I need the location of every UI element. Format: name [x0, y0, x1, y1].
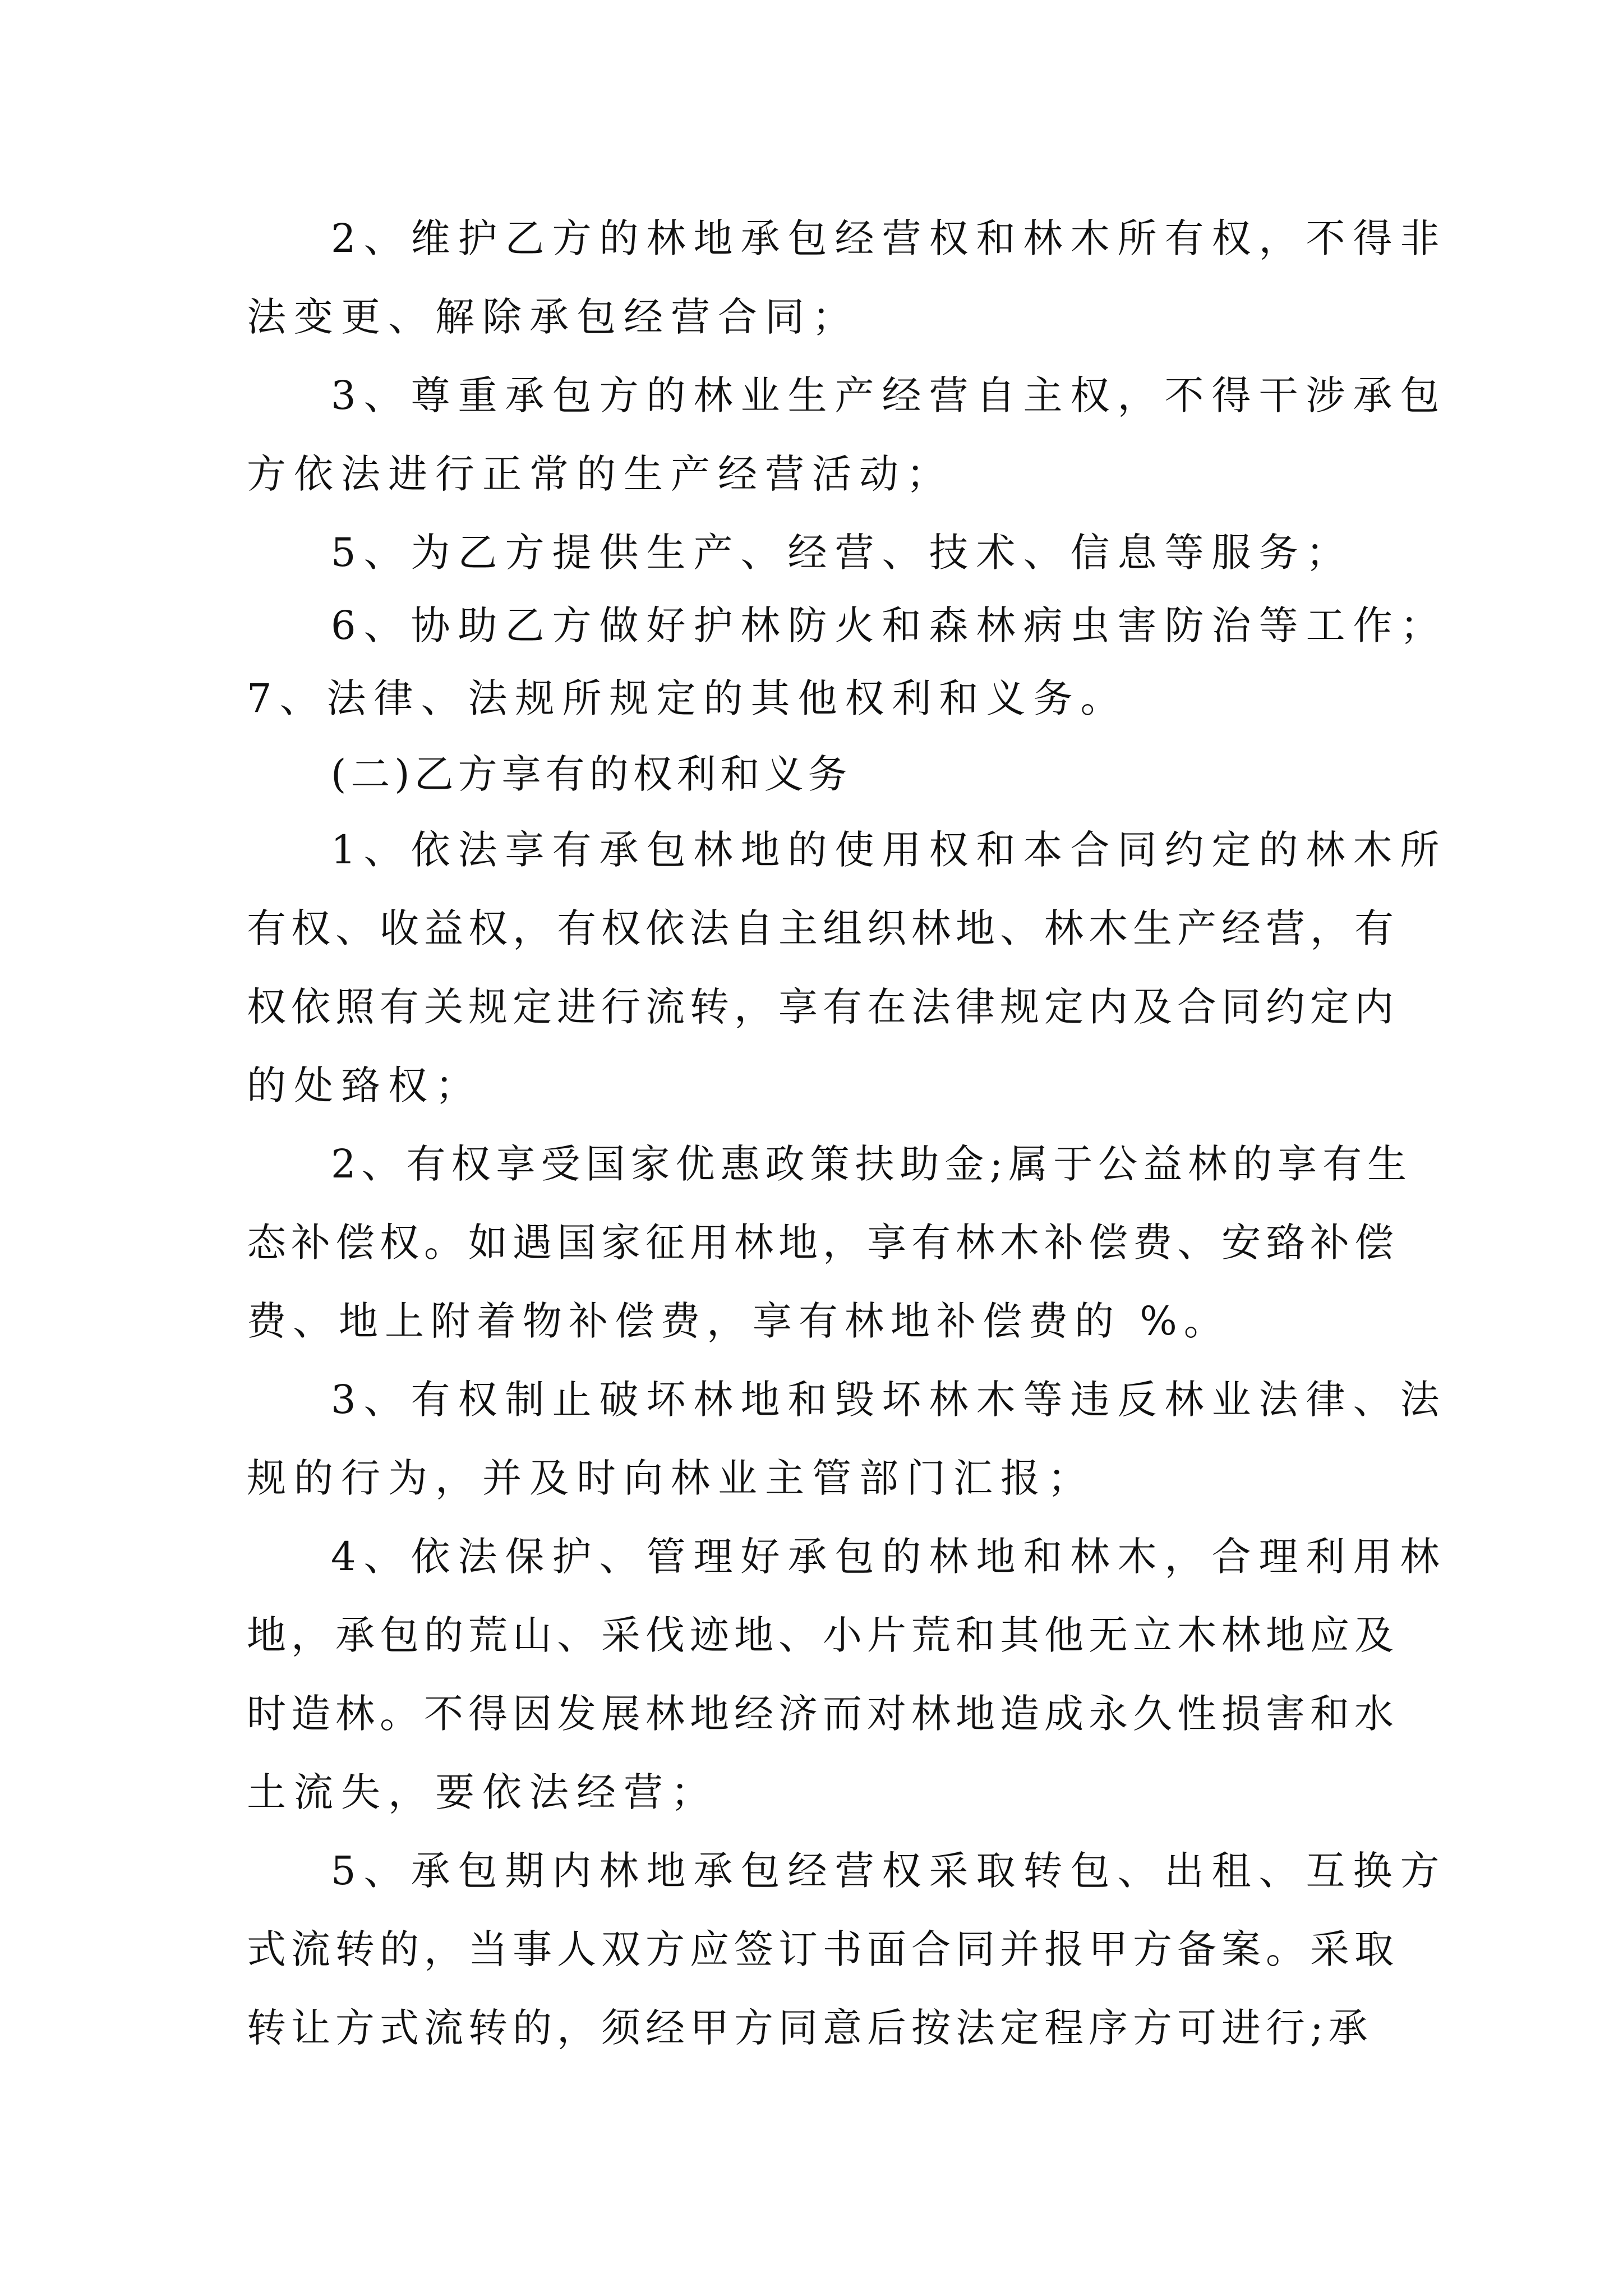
text-line: 态补偿权。如遇国家征用林地，享有林木补偿费、安臵补偿 — [247, 1220, 1399, 1266]
text-line: 土流失，要依法经营； — [247, 1769, 718, 1815]
text-line: 有权、收益权，有权依法自主组织林地、林木生产经营，有 — [247, 905, 1399, 951]
text-line: 地，承包的荒山、采伐迹地、小片荒和其他无立木林地应及 — [247, 1612, 1399, 1658]
text-line: 3、有权制止破坏林地和毁坏林木等违反林业法律、法 — [331, 1377, 1447, 1423]
text-line: 6、协助乙方做好护林防火和森林病虫害防治等工作； — [331, 602, 1447, 648]
text-line: 3、尊重承包方的林业生产经营自主权，不得干涉承包 — [331, 372, 1447, 418]
text-line: 4、依法保护、管理好承包的林地和林木，合理利用林 — [331, 1534, 1447, 1580]
text-line: 5、为乙方提供生产、经营、技术、信息等服务； — [331, 530, 1353, 576]
text-line: 2、维护乙方的林地承包经营权和林木所有权，不得非 — [331, 215, 1447, 261]
text-line: 1、依法享有承包林地的使用权和本合同约定的林木所 — [331, 827, 1447, 873]
text-line: 2、有权享受国家优惠政策扶助金;属于公益林的享有生 — [331, 1141, 1413, 1187]
text-line: 式流转的，当事人双方应签订书面合同并报甲方备案。采取 — [247, 1926, 1399, 1972]
text-line: 费、地上附着物补偿费，享有林地补偿费的 %。 — [247, 1298, 1230, 1344]
text-line: 权依照有关规定进行流转，享有在法律规定内及合同约定内 — [247, 984, 1399, 1030]
text-line: 规的行为，并及时向林业主管部门汇报； — [247, 1455, 1095, 1501]
text-line: 时造林。不得因发展林地经济而对林地造成永久性损害和水 — [247, 1691, 1399, 1737]
text-line: 法变更、解除承包经营合同； — [247, 294, 859, 340]
text-line: 5、承包期内林地承包经营权采取转包、出租、互换方 — [331, 1848, 1447, 1894]
text-line: 7、法律、法规所规定的其他权利和义务。 — [247, 675, 1128, 721]
text-line: 转让方式流转的，须经甲方同意后按法定程序方可进行;承 — [247, 2005, 1373, 2051]
text-line: 方依法进行正常的生产经营活动； — [247, 451, 953, 497]
text-line: 的处臵权； — [247, 1062, 482, 1108]
section-heading: (二)乙方享有的权利和义务 — [331, 751, 852, 797]
